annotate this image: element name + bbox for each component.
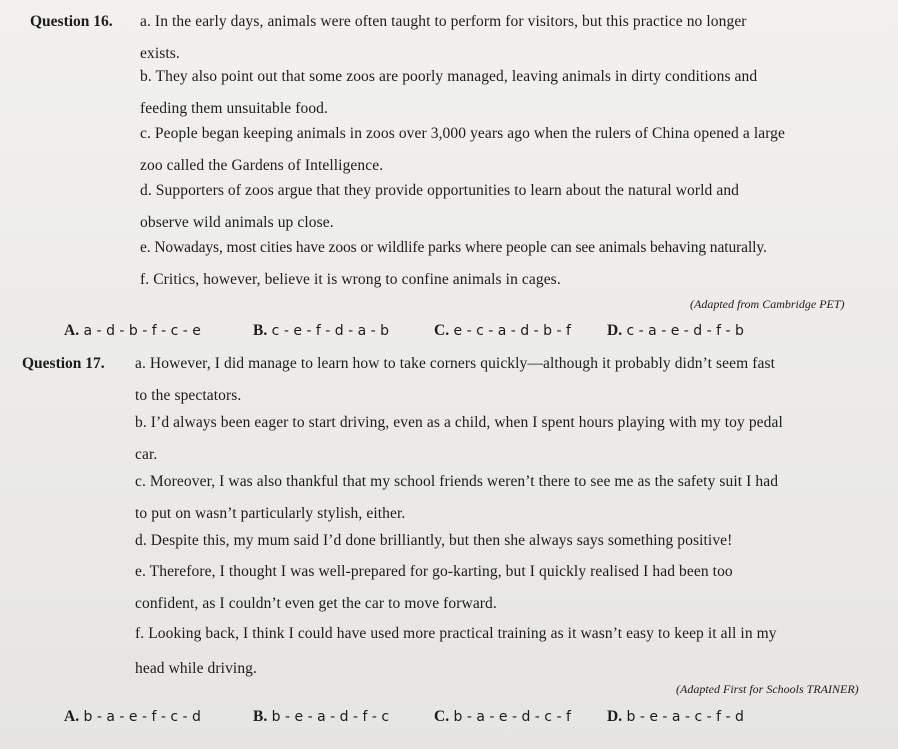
q16-item-c-line-2: zoo called the Gardens of Intelligence. [140, 157, 384, 174]
q16-option-d-text: c - a - e - d - f - b [626, 323, 744, 339]
q16-option-a-letter: A. [64, 322, 80, 339]
q16-option-b-text: c - e - f - d - a - b [271, 323, 390, 339]
q16-option-a[interactable] [64, 322, 201, 340]
question-16-label: Question 16. [30, 13, 113, 30]
q17-option-b-letter: B. [253, 708, 268, 725]
q16-option-c[interactable] [434, 322, 571, 340]
q17-item-e-line-1: e. Therefore, I thought I was well-prepared for go-karting, but I quickly realised I had been too [135, 563, 733, 580]
q16-item-a-line-2: exists. [140, 45, 180, 62]
q16-item-a-line-1: a. In the early days, animals were often taught to perform for visitors, but this practice no longer [140, 13, 747, 30]
q17-item-c-line-2: to put on wasn’t particularly stylish, either. [135, 505, 406, 522]
q16-option-d[interactable] [607, 322, 744, 340]
q16-item-f: f. Critics, however, believe it is wrong to confine animals in cages. [140, 271, 561, 288]
q17-option-b[interactable] [253, 708, 389, 726]
q17-item-b-line-1: b. I’d always been eager to start driving, even as a child, when I spent hours playing with my toy pedal [135, 414, 783, 431]
q17-item-f-line-1: f. Looking back, I think I could have used more practical training as it wasn’t easy to keep it all in my [135, 625, 777, 642]
q17-item-b-line-2: car. [135, 446, 158, 463]
q17-option-a[interactable] [64, 708, 201, 726]
q17-option-c[interactable] [434, 708, 571, 726]
q17-source: (Adapted First for Schools TRAINER) [676, 682, 859, 696]
q17-item-a-line-1: a. However, I did manage to learn how to take corners quickly—although it probably didn’t seem fast [135, 355, 776, 372]
q17-item-d: d. Despite this, my mum said I’d done brilliantly, but then she always says something positive! [135, 532, 733, 549]
q16-option-b-letter: B. [253, 322, 268, 339]
q16-source: (Adapted from Cambridge PET) [690, 297, 845, 311]
q17-option-c-text: b - a - e - d - c - f [453, 709, 571, 725]
q16-option-b[interactable] [253, 322, 389, 340]
question-17-label: Question 17. [22, 355, 105, 372]
q16-option-a-text: a - d - b - f - c - e [83, 323, 201, 339]
q16-option-d-letter: D. [607, 322, 623, 339]
q17-item-a-line-2: to the spectators. [135, 387, 242, 404]
q17-item-f-line-2: head while driving. [135, 660, 257, 677]
q17-option-a-letter: A. [64, 708, 80, 725]
q16-item-b-line-1: b. They also point out that some zoos are poorly managed, leaving animals in dirty conditions and [140, 68, 758, 85]
q16-item-b-line-2: feeding them unsuitable food. [140, 100, 328, 117]
q17-option-b-text: b - e - a - d - f - c [271, 709, 390, 725]
q16-item-d-line-1: d. Supporters of zoos argue that they provide opportunities to learn about the natural world and [140, 182, 740, 199]
q17-option-d-letter: D. [607, 708, 623, 725]
q17-option-a-text: b - a - e - f - c - d [83, 709, 201, 725]
q17-item-c-line-1: c. Moreover, I was also thankful that my school friends weren’t there to see me as the safety suit I had [135, 473, 779, 490]
q16-item-c-line-1: c. People began keeping animals in zoos over 3,000 years ago when the rulers of China opened a large [140, 125, 786, 142]
q16-item-e: e. Nowadays, most cities have zoos or wildlife parks where people can see animals behaving naturally. [140, 239, 767, 256]
q16-option-c-letter: C. [434, 322, 450, 339]
q17-option-c-letter: C. [434, 708, 450, 725]
q17-option-d-text: b - e - a - c - f - d [626, 709, 744, 725]
q17-item-e-line-2: confident, as I couldn’t even get the car to move forward. [135, 595, 497, 612]
q17-option-d[interactable] [607, 708, 744, 726]
q16-option-c-text: e - c - a - d - b - f [453, 323, 571, 339]
q16-item-d-line-2: observe wild animals up close. [140, 214, 334, 231]
